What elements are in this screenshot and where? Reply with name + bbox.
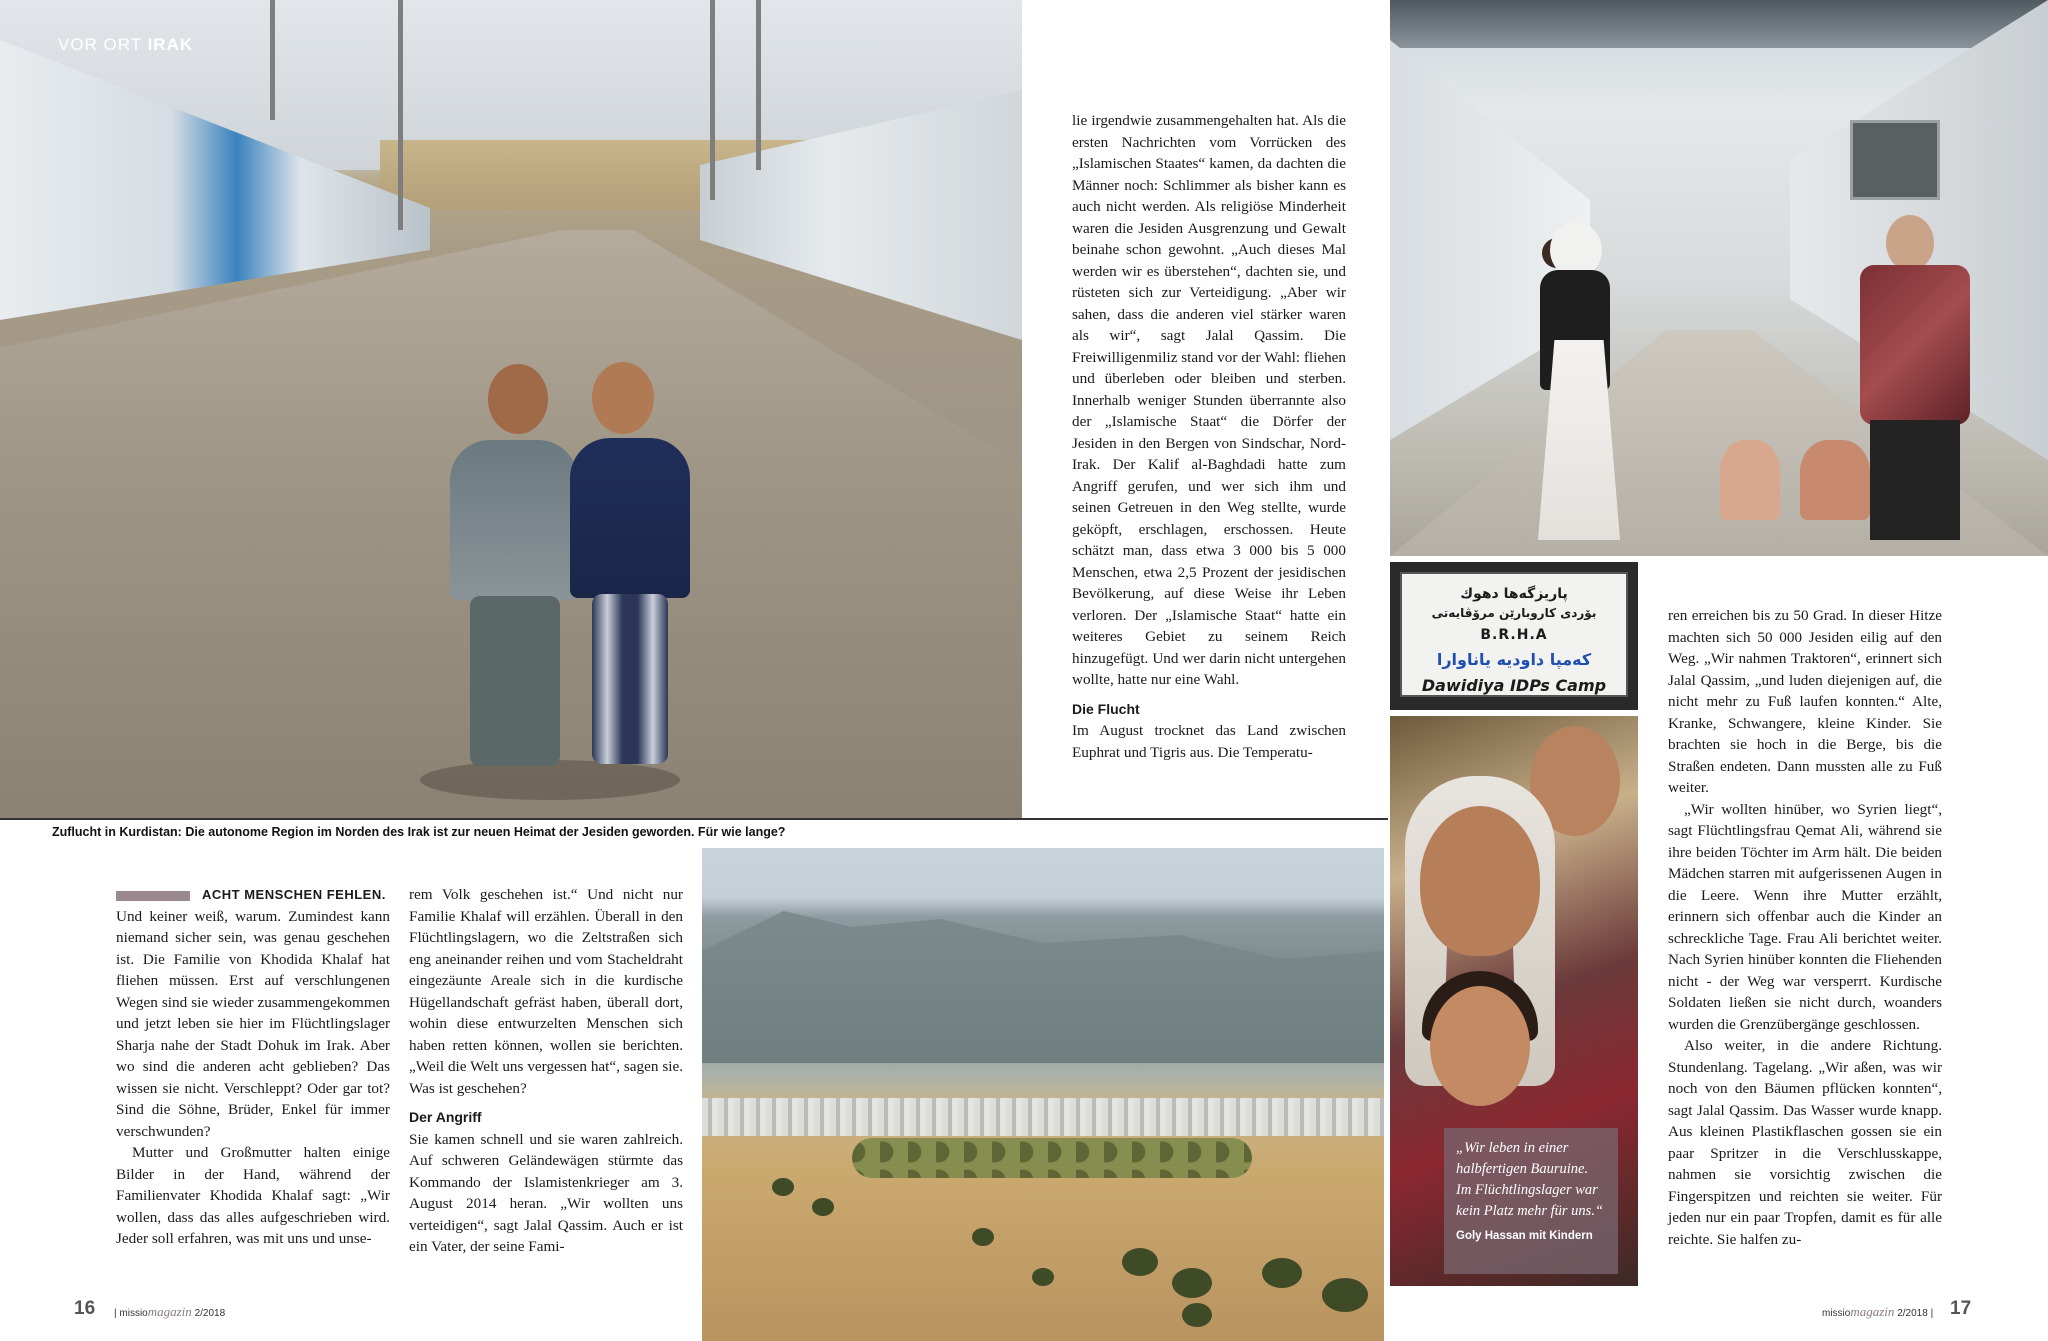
utility-pole [270, 0, 275, 120]
sign-line-brha: B.R.H.A [1480, 627, 1548, 643]
footer-separator: | [114, 1308, 117, 1319]
caption-rule [0, 818, 1388, 820]
mountains [702, 903, 1384, 1063]
camp-sign-photo [1390, 562, 1638, 710]
distant-camp [702, 1098, 1384, 1136]
pull-quote-text: „Wir leben in einer halbfertigen Bauruine. Im Flüchtlingslager war kein Platz mehr für uns.“ [1456, 1140, 1604, 1219]
text-column-bottom-2 [409, 884, 683, 1258]
boy-right-pants [592, 594, 668, 764]
paragraph: Mutter und Großmutter halten einige Bilder in der Hand, während der Familienvater Khodida Khalaf sagt: „Wir wollen, dass das alles aufgeschrieben wird. Jeder soll erfahren, was mit uns und unse- [116, 1144, 390, 1247]
paragraph: „Wir wollten hinüber, wo Syrien liegt“, sagt Flüchtlingsfrau Qemat Ali, während sie ihre beiden Töchter im Arm hält. Die beiden Mädchen starren mit aufgerissenen Augen in die Leere. Wenn ihre Mutter erzählt, erinnern sich offenbar auch die Kinder an schreckliche Tage. Frau Ali berichtet weiter. Nach Syrien hinüber konnten die Fliehenden nicht - der Weg war versperrt. Kurdische Soldaten ließen sie nicht durch, woanders wurden die Grenzübergänge geschlossen. [1668, 800, 1942, 1033]
tree [1122, 1248, 1158, 1276]
awning [1390, 0, 2048, 48]
footer-issue: 2/2018 [1897, 1308, 1928, 1319]
paragraph: ren erreichen bis zu 50 Grad. In dieser Hitze machten sich 50 000 Jesiden eilig auf den Weg. „Wir nahmen Traktoren“, erinnert sich Jalal Qassim, „und luden diejenigen auf, die nicht mehr zu Fuß laufen konnten.“ Alte, Kranke, Schwangere, kleine Kinder. Sie brachten sie hoch in die Berge, bis die Straßen endeten. Dann mussten alle zu Fuß weiter. [1668, 607, 1942, 796]
tree [1032, 1268, 1054, 1286]
subheading-angriff: Der Angriff [409, 1109, 482, 1125]
camp-sign-board [1400, 572, 1628, 697]
footer-right [1822, 1304, 1933, 1320]
child-foreground [1720, 440, 1780, 520]
landscape-photo [702, 848, 1384, 1341]
pull-quote-credit: Goly Hassan mit Kindern [1456, 1230, 1593, 1242]
footer-brand-logo: magazin [1850, 1304, 1895, 1319]
footer-brand-logo: magazin [147, 1304, 192, 1319]
sign-line-camp-name: Dawidiya IDPs Camp [1421, 676, 1607, 695]
utility-pole [398, 0, 403, 230]
page-number-right: 17 [1950, 1298, 1972, 1319]
section-prefix: VOR ORT [58, 35, 142, 54]
text-column-bottom-1 [116, 884, 390, 1250]
footer-brand-prefix: missio [1822, 1308, 1851, 1319]
section-label [58, 35, 193, 55]
pull-quote [1444, 1128, 1618, 1274]
boy-left-head [488, 364, 548, 434]
footer-separator: | [1930, 1308, 1934, 1319]
paragraph: Also weiter, in die andere Richtung. Stundenlang. Tagelang. „Wir aßen, was wir noch von den Bäumen pflücken konnten“, sagt Jalal Qassim. Das Wasser wurde knapp. Aus kleinen Plastikflaschen gossen sie ein paar Spritzer in die Verschlusskappe, nahmen sie vorsichtig zwischen die Fingerspitzen und reichten sie weiter. Für jeden nur ein paar Tropfen, damit es für alle reichte. Sie halfen zu- [1668, 1037, 1942, 1248]
tree [772, 1178, 794, 1196]
lead-in-text: ACHT MENSCHEN FEHLEN. [202, 887, 386, 902]
sign-line-arabic-3: كەمپا داوديه ياناوارا [1436, 650, 1592, 669]
paragraph: Im August trocknet das Land zwischen Euphrat und Tigris aus. Die Temperatu- [1072, 722, 1346, 761]
boy-right-shirt [570, 438, 690, 598]
tree [1172, 1268, 1212, 1298]
utility-pole [756, 0, 761, 170]
page-number-left: 16 [74, 1298, 96, 1319]
lead-bar [116, 891, 190, 901]
corridor-photo [1390, 0, 2048, 556]
kids-shadow [420, 760, 680, 800]
sign-line-arabic-1: پاریزگەها دهوك [1460, 586, 1568, 602]
paragraph: Und keiner weiß, warum. Zumindest kann niemand sicher sein, was genau geschehen ist. Die Familie von Khodida Khalaf hat fliehen müssen. Erst auf verschlungenen Wegen sind sie wieder zusammengekommen und jetzt leben sie hier im Flüchtlingslager Sharja nahe der Stadt Dohuk im Irak. Aber wo sind die anderen acht geblieben? Das wissen sie nicht. Verschleppt? Oder gar tot? Sind die Söhne, Brüder, Enkel für immer verschwunden? [116, 907, 390, 1140]
tree [1322, 1278, 1368, 1312]
paragraph: rem Volk geschehen ist.“ Und nicht nur Familie Khalaf will erzählen. Überall in den Flüchtlingslagern, wo die Zeltstraßen sich eng aneinander reihen und vom Stacheldraht eingezäunte Areale sich in die kurdische Hügellandschaft gefräst haben, überall dort, wohin diese entwurzelten Menschen sich haben retten können, wollen sie berichten. „Weil die Welt uns vergessen hat“, sagen sie. Was ist geschehen? [409, 886, 683, 1097]
text-column-top-middle [1072, 110, 1346, 763]
woman-right-head [1886, 215, 1934, 271]
subheading-flucht: Die Flucht [1072, 700, 1140, 717]
woman-right-skirt [1870, 420, 1960, 540]
woman-face [1420, 806, 1540, 956]
street-photo [0, 0, 1022, 818]
child-face [1430, 986, 1530, 1106]
lead-in [116, 884, 390, 906]
text-column-right [1668, 605, 1942, 1250]
tree-grove [852, 1138, 1252, 1178]
child-foreground [1800, 440, 1870, 520]
paragraph: lie irgendwie zusammengehalten hat. Als die ersten Nachrichten vom Vorrücken des „Islamischen Staates“ kamen, da dachten die Männer noch: Schlimmer als bisher kann es auch nicht werden. Als religiöse Minderheit waren die Jesiden Ausgrenzung und Gewalt beinahe schon gewohnt. „Auch dieses Mal werden wir es überstehen“, dachten sie, und rüsteten sich zur Verteidigung. „Aber wir sahen, dass die anderen viel stärker waren als wir“, sagt Jalal Qassim. Die Freiwilligenmiliz stand vor der Wahl: fliehen und überleben oder bleiben und sterben. Innerhalb weniger Stunden überrannte also der „Islamische Staat“ die Dörfer der Jesiden in den Bergen von Sindschar, Nord-Irak. Der Kalif al-Baghdadi hatte zum Angriff gerufen, und wer sich ihm und seinen Getreuen in den Weg stellte, wurde geköpft, erschlagen, erschossen. Heute schätzt man, dass etwa 3 000 bis 5 000 Menschen, etwa 2,5 Prozent der jesidischen Bevölkerung, auf diese Weise ihr Leben verloren. Der „Islamische Staat“ hatte ein weiteres Gebiet zu seinem Reich hinzugefügt. Und wer darin nicht untergehen wollte, hatte nur eine Wahl. [1072, 112, 1346, 688]
footer-issue: 2/2018 [194, 1308, 226, 1319]
boy-left-shirt [450, 440, 578, 600]
utility-pole [710, 0, 715, 200]
footer-brand-prefix: missio [119, 1308, 148, 1319]
section-country: IRAK [147, 35, 194, 54]
boy-right-head [592, 362, 654, 434]
air-conditioner [1850, 120, 1940, 200]
tree [972, 1228, 994, 1246]
tree [812, 1198, 834, 1216]
paragraph: Sie kamen schnell und sie waren zahlreich. Auf schweren Geländewägen stürmte das Kommando der Islamistenkrieger am 3. August 2014 heran. „Wir wollten uns verteidigen“, sagt Jalal Qassim. Auch er ist ein Vater, der seine Fami- [409, 1130, 683, 1255]
photo-caption: Zuflucht in Kurdistan: Die autonome Region im Norden des Irak ist zur neuen Heimat der Jesiden geworden. Für wie lange? [52, 825, 786, 839]
boy-left-pants [470, 596, 560, 766]
footer-left [114, 1304, 225, 1320]
woman-right-top [1860, 265, 1970, 425]
tree [1182, 1303, 1212, 1327]
tree [1262, 1258, 1302, 1288]
sign-line-arabic-2: بۆردى كاروبارێن مرۆڤایەتى [1431, 606, 1597, 620]
